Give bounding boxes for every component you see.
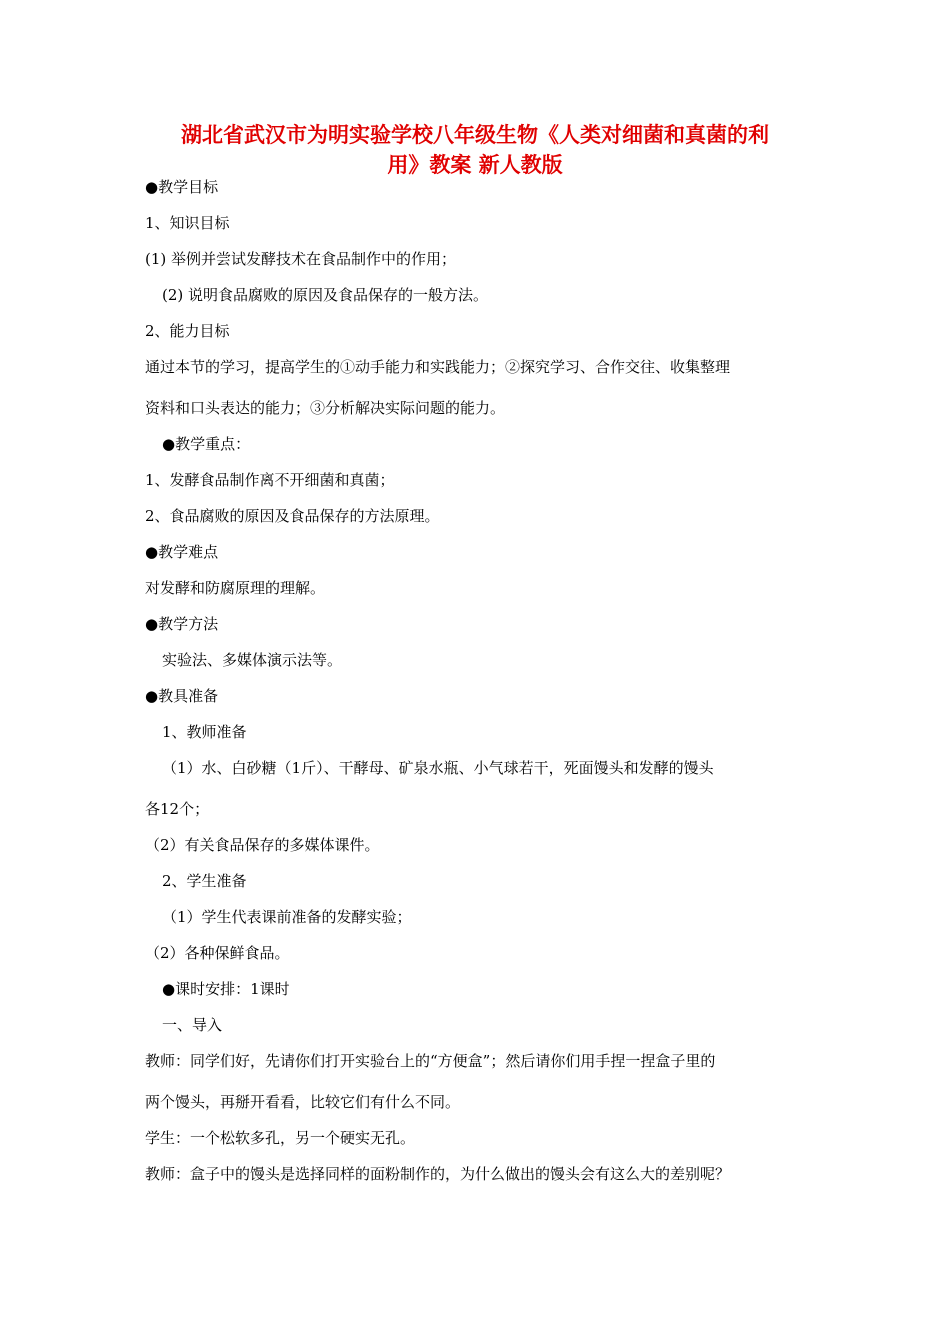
teaching-methods-text: 实验法、多媒体演示法等。 xyxy=(162,651,343,669)
heading-materials: ●教具准备 xyxy=(145,687,219,705)
knowledge-goal-2: (2) 说明食品腐败的原因及食品保存的一般方法。 xyxy=(162,286,489,304)
teacher-prep-item-1-cont: 各12个； xyxy=(145,800,210,818)
teacher-prep-item-1: （1）水、白砂糖（1斤）、干酵母、矿泉水瓶、小气球若干，死面馒头和发酵的馒头 xyxy=(162,759,714,777)
subheading-teacher-prep: 1、教师准备 xyxy=(162,723,247,741)
heading-schedule: ●课时安排：1课时 xyxy=(162,980,290,998)
difficulty-text: 对发酵和防腐原理的理解。 xyxy=(145,579,326,597)
knowledge-goal-1: (1) 举例并尝试发酵技术在食品制作中的作用； xyxy=(145,250,457,268)
student-prep-item-2: （2）各种保鲜食品。 xyxy=(145,944,290,962)
heading-teaching-methods: ●教学方法 xyxy=(145,615,219,633)
document-title-line-1: 湖北省武汉市为明实验学校八年级生物《人类对细菌和真菌的利 xyxy=(181,123,769,147)
heading-difficulties: ●教学难点 xyxy=(145,543,219,561)
subheading-knowledge-goals: 1、知识目标 xyxy=(145,214,230,232)
ability-goals-text-1: 通过本节的学习，提高学生的①动手能力和实践能力；②探究学习、合作交往、收集整理 xyxy=(145,358,731,376)
dialogue-teacher-2: 教师：盒子中的馒头是选择同样的面粉制作的，为什么做出的馒头会有这么大的差别呢？ xyxy=(145,1165,731,1183)
key-point-2: 2、食品腐败的原因及食品保存的方法原理。 xyxy=(145,507,440,525)
dialogue-teacher-1: 教师：同学们好，先请你们打开实验台上的“方便盒”；然后请你们用手捏一捏盒子里的 xyxy=(145,1052,716,1070)
key-point-1: 1、发酵食品制作离不开细菌和真菌； xyxy=(145,471,395,489)
dialogue-student-1: 学生：一个松软多孔，另一个硬实无孔。 xyxy=(145,1129,416,1147)
student-prep-item-1: （1）学生代表课前准备的发酵实验； xyxy=(162,908,412,926)
subheading-student-prep: 2、学生准备 xyxy=(162,872,247,890)
document-title-line-2: 用》教案 新人教版 xyxy=(387,153,563,177)
heading-key-points: ●教学重点： xyxy=(162,435,251,453)
dialogue-teacher-1-cont: 两个馒头，再掰开看看，比较它们有什么不同。 xyxy=(145,1093,461,1111)
section-introduction: 一、导入 xyxy=(162,1016,223,1034)
teacher-prep-item-2: （2）有关食品保存的多媒体课件。 xyxy=(145,836,380,854)
subheading-ability-goals: 2、能力目标 xyxy=(145,322,230,340)
ability-goals-text-2: 资料和口头表达的能力；③分析解决实际问题的能力。 xyxy=(145,399,506,417)
heading-teaching-goals: ●教学目标 xyxy=(145,178,219,196)
